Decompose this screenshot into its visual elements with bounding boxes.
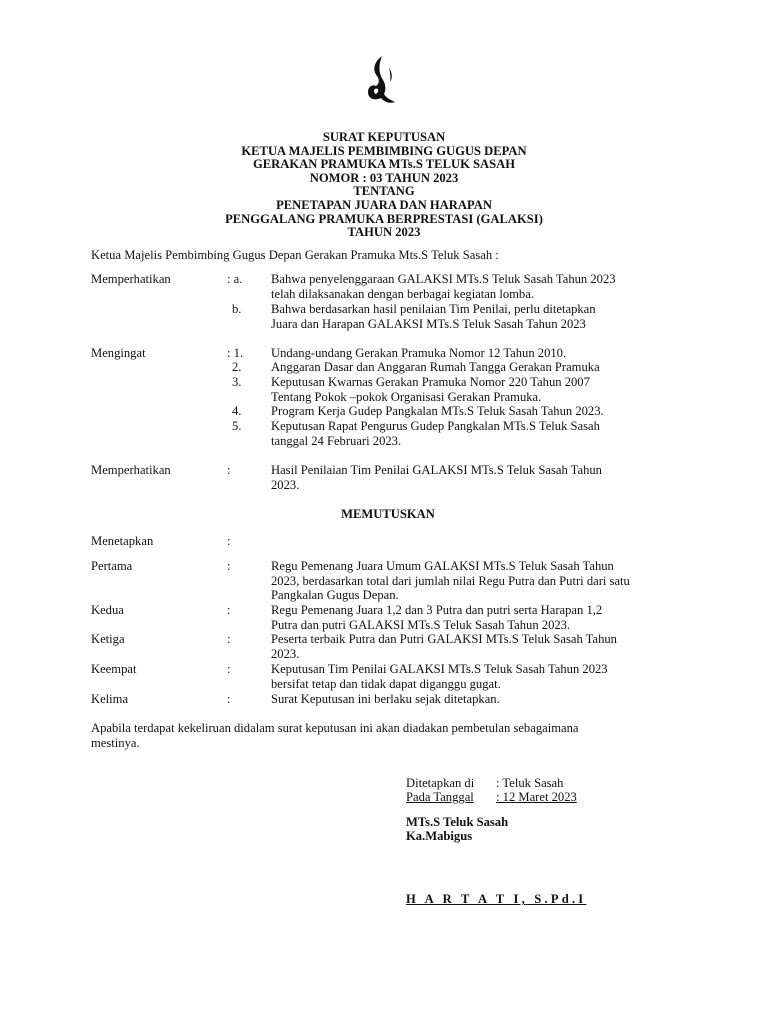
decision-text-pertama xyxy=(271,559,666,603)
ditetapkan-value: : Teluk Sasah xyxy=(496,776,564,790)
mengingat-item-4 xyxy=(271,404,666,419)
text-line: Juara dan Harapan GALAKSI MTs.S Teluk Sasah Tahun 2023 xyxy=(271,316,586,331)
memperhatikan-label: Memperhatikan xyxy=(91,272,171,286)
text-line: Pangkalan Gugus Depan. xyxy=(271,588,399,603)
memutuskan-heading: MEMUTUSKAN xyxy=(341,507,435,521)
decision-text-keempat xyxy=(271,662,666,691)
item-number: 3. xyxy=(232,375,242,389)
text-line: Bahwa berdasarkan hasil penilaian Tim Penilai, perlu ditetapkan xyxy=(271,302,596,316)
item-number: : a. xyxy=(227,272,243,286)
item-number: 2. xyxy=(232,360,242,374)
decision-label: Ketiga xyxy=(91,632,125,646)
decision-label: Kelima xyxy=(91,692,129,706)
text-line: Regu Pemenang Juara Umum GALAKSI MTs.S Teluk Sasah Tahun xyxy=(271,559,614,573)
memperhatikan-item-b xyxy=(271,302,666,331)
memperhatikan-result xyxy=(271,463,666,492)
text-line: Putra dan putri GALAKSI MTs.S Teluk Sasah Tahun 2023. xyxy=(271,617,571,632)
document-header xyxy=(0,131,768,240)
closing-paragraph xyxy=(91,721,666,750)
mengingat-item-2 xyxy=(271,360,666,375)
decision-label: Keempat xyxy=(91,662,137,676)
colon: : xyxy=(227,603,231,617)
text-line: Peserta terbaik Putra dan Putri GALAKSI MTs.S Teluk Sasah Tahun xyxy=(271,632,617,646)
header-line: PENETAPAN JUARA DAN HARAPAN xyxy=(276,197,492,212)
text-line: mestinya. xyxy=(91,735,140,750)
decision-text-kelima xyxy=(271,692,666,707)
text-line: telah dilaksanakan dengan berbagai kegiatan lomba. xyxy=(271,286,534,301)
text-line: Surat Keputusan ini berlaku sejak ditetapkan. xyxy=(271,692,500,706)
text-line: Undang-undang Gerakan Pramuka Nomor 12 Tahun 2010. xyxy=(271,346,567,360)
intro-text: Ketua Majelis Pembimbing Gugus Depan Gerakan Pramuka Mts.S Teluk Sasah : xyxy=(91,248,499,262)
tanggal-value: : 12 Maret 2023 xyxy=(496,790,577,804)
memperhatikan-label: Memperhatikan xyxy=(91,463,171,477)
signature-org: MTs.S Teluk Sasah xyxy=(406,815,509,829)
text-line: Keputusan Kwarnas Gerakan Pramuka Nomor 220 Tahun 2007 xyxy=(271,375,590,389)
signature-position: Ka.Mabigus xyxy=(406,829,473,843)
text-line: 2023. xyxy=(271,477,300,492)
colon: : xyxy=(227,559,231,573)
colon: : xyxy=(227,534,231,548)
tanggal-label: Pada Tanggal xyxy=(406,790,474,804)
colon: : xyxy=(227,692,231,706)
decision-label: Pertama xyxy=(91,559,133,573)
mengingat-item-1 xyxy=(271,346,666,361)
item-number: b. xyxy=(232,302,242,316)
item-number: 5. xyxy=(232,419,242,433)
ditetapkan-label: Ditetapkan di xyxy=(406,776,475,790)
mengingat-label: Mengingat xyxy=(91,346,146,360)
text-line: Apabila terdapat kekeliruan didalam surat keputusan ini akan diadakan pembetulan sebagaimana xyxy=(91,721,579,735)
decision-text-kedua xyxy=(271,603,666,632)
header-line: KETUA MAJELIS PEMBIMBING GUGUS DEPAN xyxy=(241,143,527,158)
header-line: TENTANG xyxy=(353,184,415,199)
menetapkan-label: Menetapkan xyxy=(91,534,154,548)
header-line: SURAT KEPUTUSAN xyxy=(322,130,446,144)
decision-label: Kedua xyxy=(91,603,124,617)
decision-text-ketiga xyxy=(271,632,666,661)
text-line: Tentang Pokok –pokok Organisasi Gerakan Pramuka. xyxy=(271,389,542,404)
colon: : xyxy=(227,463,231,477)
header-line: TAHUN 2023 xyxy=(347,225,421,240)
signatory-name: H A R T A T I, S.Pd.I xyxy=(406,892,587,906)
text-line: 2023, berdasarkan total dari jumlah nilai Regu Putra dan Putri dari satu xyxy=(271,573,630,588)
item-number: : 1. xyxy=(227,346,244,360)
tunas-kelapa-logo xyxy=(362,54,402,108)
item-number: 4. xyxy=(232,404,242,418)
header-line: PENGGALANG PRAMUKA BERPRESTASI (GALAKSI) xyxy=(225,211,543,226)
text-line: Hasil Penilaian Tim Penilai GALAKSI MTs.S Teluk Sasah Tahun xyxy=(271,463,602,477)
mengingat-item-5 xyxy=(271,419,666,448)
text-line: Bahwa penyelenggaraan GALAKSI MTs.S Teluk Sasah Tahun 2023 xyxy=(271,272,616,286)
text-line: bersifat tetap dan tidak dapat diganggu gugat. xyxy=(271,676,501,691)
header-line: NOMOR : 03 TAHUN 2023 xyxy=(309,170,459,185)
text-line: Anggaran Dasar dan Anggaran Rumah Tangga Gerakan Pramuka xyxy=(271,360,600,374)
mengingat-item-3 xyxy=(271,375,666,404)
text-line: 2023. xyxy=(271,646,300,661)
memperhatikan-item-a xyxy=(271,272,666,301)
text-line: Program Kerja Gudep Pangkalan MTs.S Teluk Sasah Tahun 2023. xyxy=(271,404,604,418)
header-line: GERAKAN PRAMUKA MTs.S TELUK SASAH xyxy=(252,157,516,172)
text-line: Keputusan Tim Penilai GALAKSI MTs.S Teluk Sasah Tahun 2023 xyxy=(271,662,608,676)
colon: : xyxy=(227,632,231,646)
text-line: Keputusan Rapat Pengurus Gudep Pangkalan MTs.S Teluk Sasah xyxy=(271,419,600,433)
text-line: tanggal 24 Februari 2023. xyxy=(271,433,402,448)
colon: : xyxy=(227,662,231,676)
text-line: Regu Pemenang Juara 1,2 dan 3 Putra dan putri serta Harapan 1,2 xyxy=(271,603,603,617)
